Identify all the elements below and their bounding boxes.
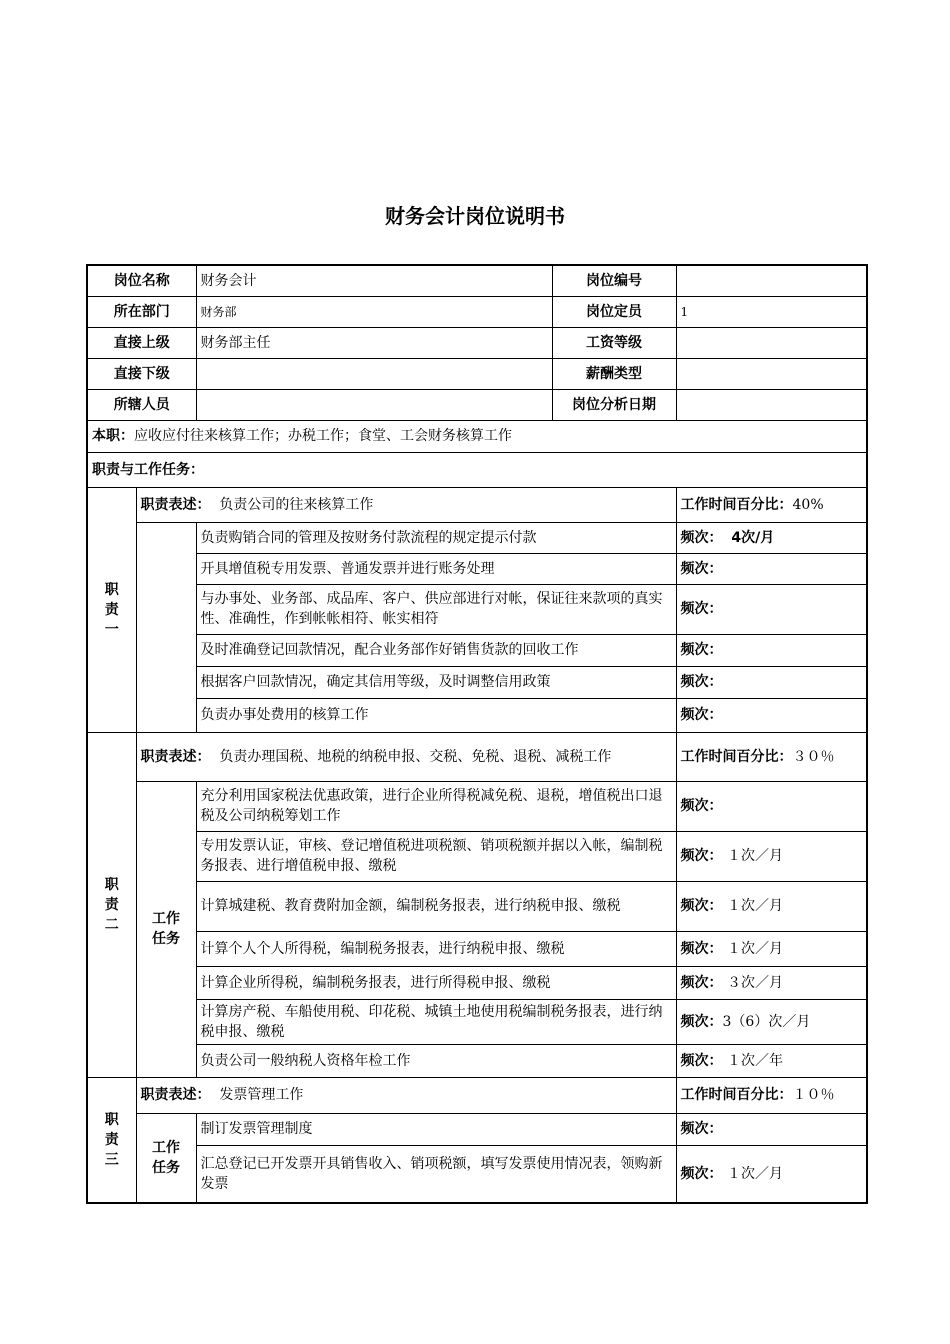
frequency-label: 频次： xyxy=(680,601,723,617)
duty-1-task-label xyxy=(136,522,196,732)
time-percent-label: 工作时间百分比： xyxy=(680,1087,793,1103)
task-label-line: 工作 xyxy=(152,911,180,927)
frequency-label: 频次： xyxy=(680,560,723,577)
task-frequency xyxy=(676,931,867,966)
frequency-value: 4次/月 xyxy=(731,529,775,546)
frequency-label: 频次： xyxy=(680,642,723,658)
analysis-date-label: 岗位分析日期 xyxy=(552,389,676,420)
description-text: 负责公司的往来核算工作 xyxy=(219,496,374,513)
task-frequency xyxy=(676,831,867,881)
frequency-label: 频次： xyxy=(680,1165,723,1182)
task-frequency xyxy=(676,698,867,732)
duty-3-char: 职 xyxy=(104,1111,119,1128)
frequency-label: 频次： xyxy=(680,848,723,864)
duty-3-time-percent xyxy=(676,1077,867,1113)
frequency-label: 频次： xyxy=(680,940,723,957)
description-label: 职责表述： xyxy=(140,748,211,765)
task-label-line: 任务 xyxy=(152,1159,180,1176)
core-role-text: 应收应付往来核算工作；办税工作；食堂、工会财务核算工作 xyxy=(134,428,512,444)
position-code-label: 岗位编号 xyxy=(552,265,676,296)
duty-3-label xyxy=(87,1077,136,1203)
frequency-label: 频次： xyxy=(680,674,723,690)
frequency-label: 频次： xyxy=(680,1052,723,1069)
subordinate-label: 直接下级 xyxy=(87,358,196,389)
salary-grade-value xyxy=(676,327,867,358)
subordinate-value xyxy=(196,358,552,389)
duty-3-task-label xyxy=(136,1113,196,1203)
duty-3-char: 责 xyxy=(104,1131,119,1148)
description-label: 职责表述： xyxy=(140,496,211,513)
task-row: 负责购销合同的管理及按财务付款流程的规定提示付款 xyxy=(196,522,676,553)
time-percent-label: 工作时间百分比： xyxy=(680,496,793,513)
task-row: 负责办事处费用的核算工作 xyxy=(196,698,676,732)
duties-heading: 职责与工作任务： xyxy=(87,452,867,487)
task-frequency xyxy=(676,881,867,931)
duty-1-time-percent xyxy=(676,487,867,522)
frequency-label: 频次： xyxy=(680,707,723,723)
superior-label: 直接上级 xyxy=(87,327,196,358)
duty-3-description xyxy=(136,1077,676,1113)
task-row: 计算企业所得税，编制税务报表，进行所得税申报、缴税 xyxy=(196,966,676,999)
headcount-label: 岗位定员 xyxy=(552,296,676,327)
frequency-label: 频次： xyxy=(680,529,723,546)
duty-2-task-label xyxy=(136,781,196,1077)
task-frequency xyxy=(676,1044,867,1077)
position-code-value xyxy=(676,265,867,296)
task-frequency xyxy=(676,553,867,584)
department-label: 所在部门 xyxy=(87,296,196,327)
pay-type-value xyxy=(676,358,867,389)
position-name-label: 岗位名称 xyxy=(87,265,196,296)
duty-1-label xyxy=(87,487,136,732)
task-frequency xyxy=(676,999,867,1044)
core-role-label: 本职： xyxy=(92,428,134,444)
task-frequency xyxy=(676,781,867,831)
task-row: 负责公司一般纳税人资格年检工作 xyxy=(196,1044,676,1077)
description-text: 发票管理工作 xyxy=(219,1087,304,1103)
time-percent-label: 工作时间百分比： xyxy=(680,748,793,765)
staff-label: 所辖人员 xyxy=(87,389,196,420)
analysis-date-value xyxy=(676,389,867,420)
task-frequency xyxy=(676,584,867,634)
frequency-label: 频次： xyxy=(680,1013,723,1030)
department-value: 财务部 xyxy=(196,296,552,327)
frequency-value: ３次／月 xyxy=(726,974,783,991)
task-row: 根据客户回款情况，确定其信用等级，及时调整信用政策 xyxy=(196,666,676,698)
frequency-label: 频次： xyxy=(680,1121,723,1137)
core-role-row xyxy=(87,420,867,452)
duty-1-char: 一 xyxy=(104,621,119,638)
task-frequency xyxy=(676,634,867,666)
salary-grade-label: 工资等级 xyxy=(552,327,676,358)
task-row: 汇总登记已开发票开具销售收入、销项税额，填写发票使用情况表，领购新发票 xyxy=(196,1145,676,1203)
frequency-label: 频次： xyxy=(680,898,723,914)
frequency-value: 3（6）次／月 xyxy=(722,1013,811,1030)
duty-2-char: 二 xyxy=(104,916,119,933)
duty-2-label xyxy=(87,732,136,1077)
duty-2-description xyxy=(136,732,676,781)
duty-2-time-percent xyxy=(676,732,867,781)
task-row: 及时准确登记回款情况，配合业务部作好销售货款的回收工作 xyxy=(196,634,676,666)
task-frequency xyxy=(676,522,867,553)
frequency-value: １次／年 xyxy=(726,1052,783,1069)
frequency-value: １次／月 xyxy=(726,940,783,957)
description-text: 负责办理国税、地税的纳税申报、交税、免税、退税、减税工作 xyxy=(219,748,612,765)
time-percent-value: ３０％ xyxy=(792,748,835,765)
task-frequency xyxy=(676,666,867,698)
frequency-value: １次／月 xyxy=(726,848,783,864)
duty-2-char: 责 xyxy=(104,896,119,913)
task-row: 开具增值税专用发票、普通发票并进行账务处理 xyxy=(196,553,676,584)
duty-2-char: 职 xyxy=(104,876,119,893)
frequency-value: １次／月 xyxy=(726,898,783,914)
time-percent-value: 40% xyxy=(792,496,824,513)
task-row: 计算个人个人所得税，编制税务报表，进行纳税申报、缴税 xyxy=(196,931,676,966)
frequency-label: 频次： xyxy=(680,798,723,814)
task-row: 制订发票管理制度 xyxy=(196,1113,676,1145)
task-row: 计算房产税、车船使用税、印花税、城镇土地使用税编制税务报表，进行纳税申报、缴税 xyxy=(196,999,676,1044)
position-name-value: 财务会计 xyxy=(196,265,552,296)
duty-1-char: 责 xyxy=(104,601,119,618)
staff-value xyxy=(196,389,552,420)
duty-1-char: 职 xyxy=(104,581,119,598)
task-row: 充分利用国家税法优惠政策，进行企业所得税减免税、退税，增值税出口退税及公司纳税筹划工作 xyxy=(196,781,676,831)
frequency-value: １次／月 xyxy=(726,1165,783,1182)
duty-1-description xyxy=(136,487,676,522)
task-frequency xyxy=(676,966,867,999)
headcount-value: 1 xyxy=(676,296,867,327)
task-row: 专用发票认证，审核、登记增值税进项税额、销项税额并据以入帐，编制税务报表、进行增值税申报、缴税 xyxy=(196,831,676,881)
page-title: 财务会计岗位说明书 xyxy=(385,204,565,228)
time-percent-value: １０％ xyxy=(792,1087,835,1103)
task-row: 与办事处、业务部、成品库、客户、供应部进行对帐，保证往来款项的真实性、准确性，作到帐帐相符、帐实相符 xyxy=(196,584,676,634)
task-frequency xyxy=(676,1113,867,1145)
duty-3-char: 三 xyxy=(104,1151,119,1168)
job-description-table xyxy=(86,264,868,1204)
frequency-label: 频次： xyxy=(680,974,723,991)
task-frequency xyxy=(676,1145,867,1203)
task-label-line: 任务 xyxy=(152,931,180,947)
task-label-line: 工作 xyxy=(152,1139,180,1156)
task-row: 计算城建税、教育费附加金额，编制税务报表，进行纳税申报、缴税 xyxy=(196,881,676,931)
description-label: 职责表述： xyxy=(140,1087,211,1103)
pay-type-label: 薪酬类型 xyxy=(552,358,676,389)
superior-value: 财务部主任 xyxy=(196,327,552,358)
